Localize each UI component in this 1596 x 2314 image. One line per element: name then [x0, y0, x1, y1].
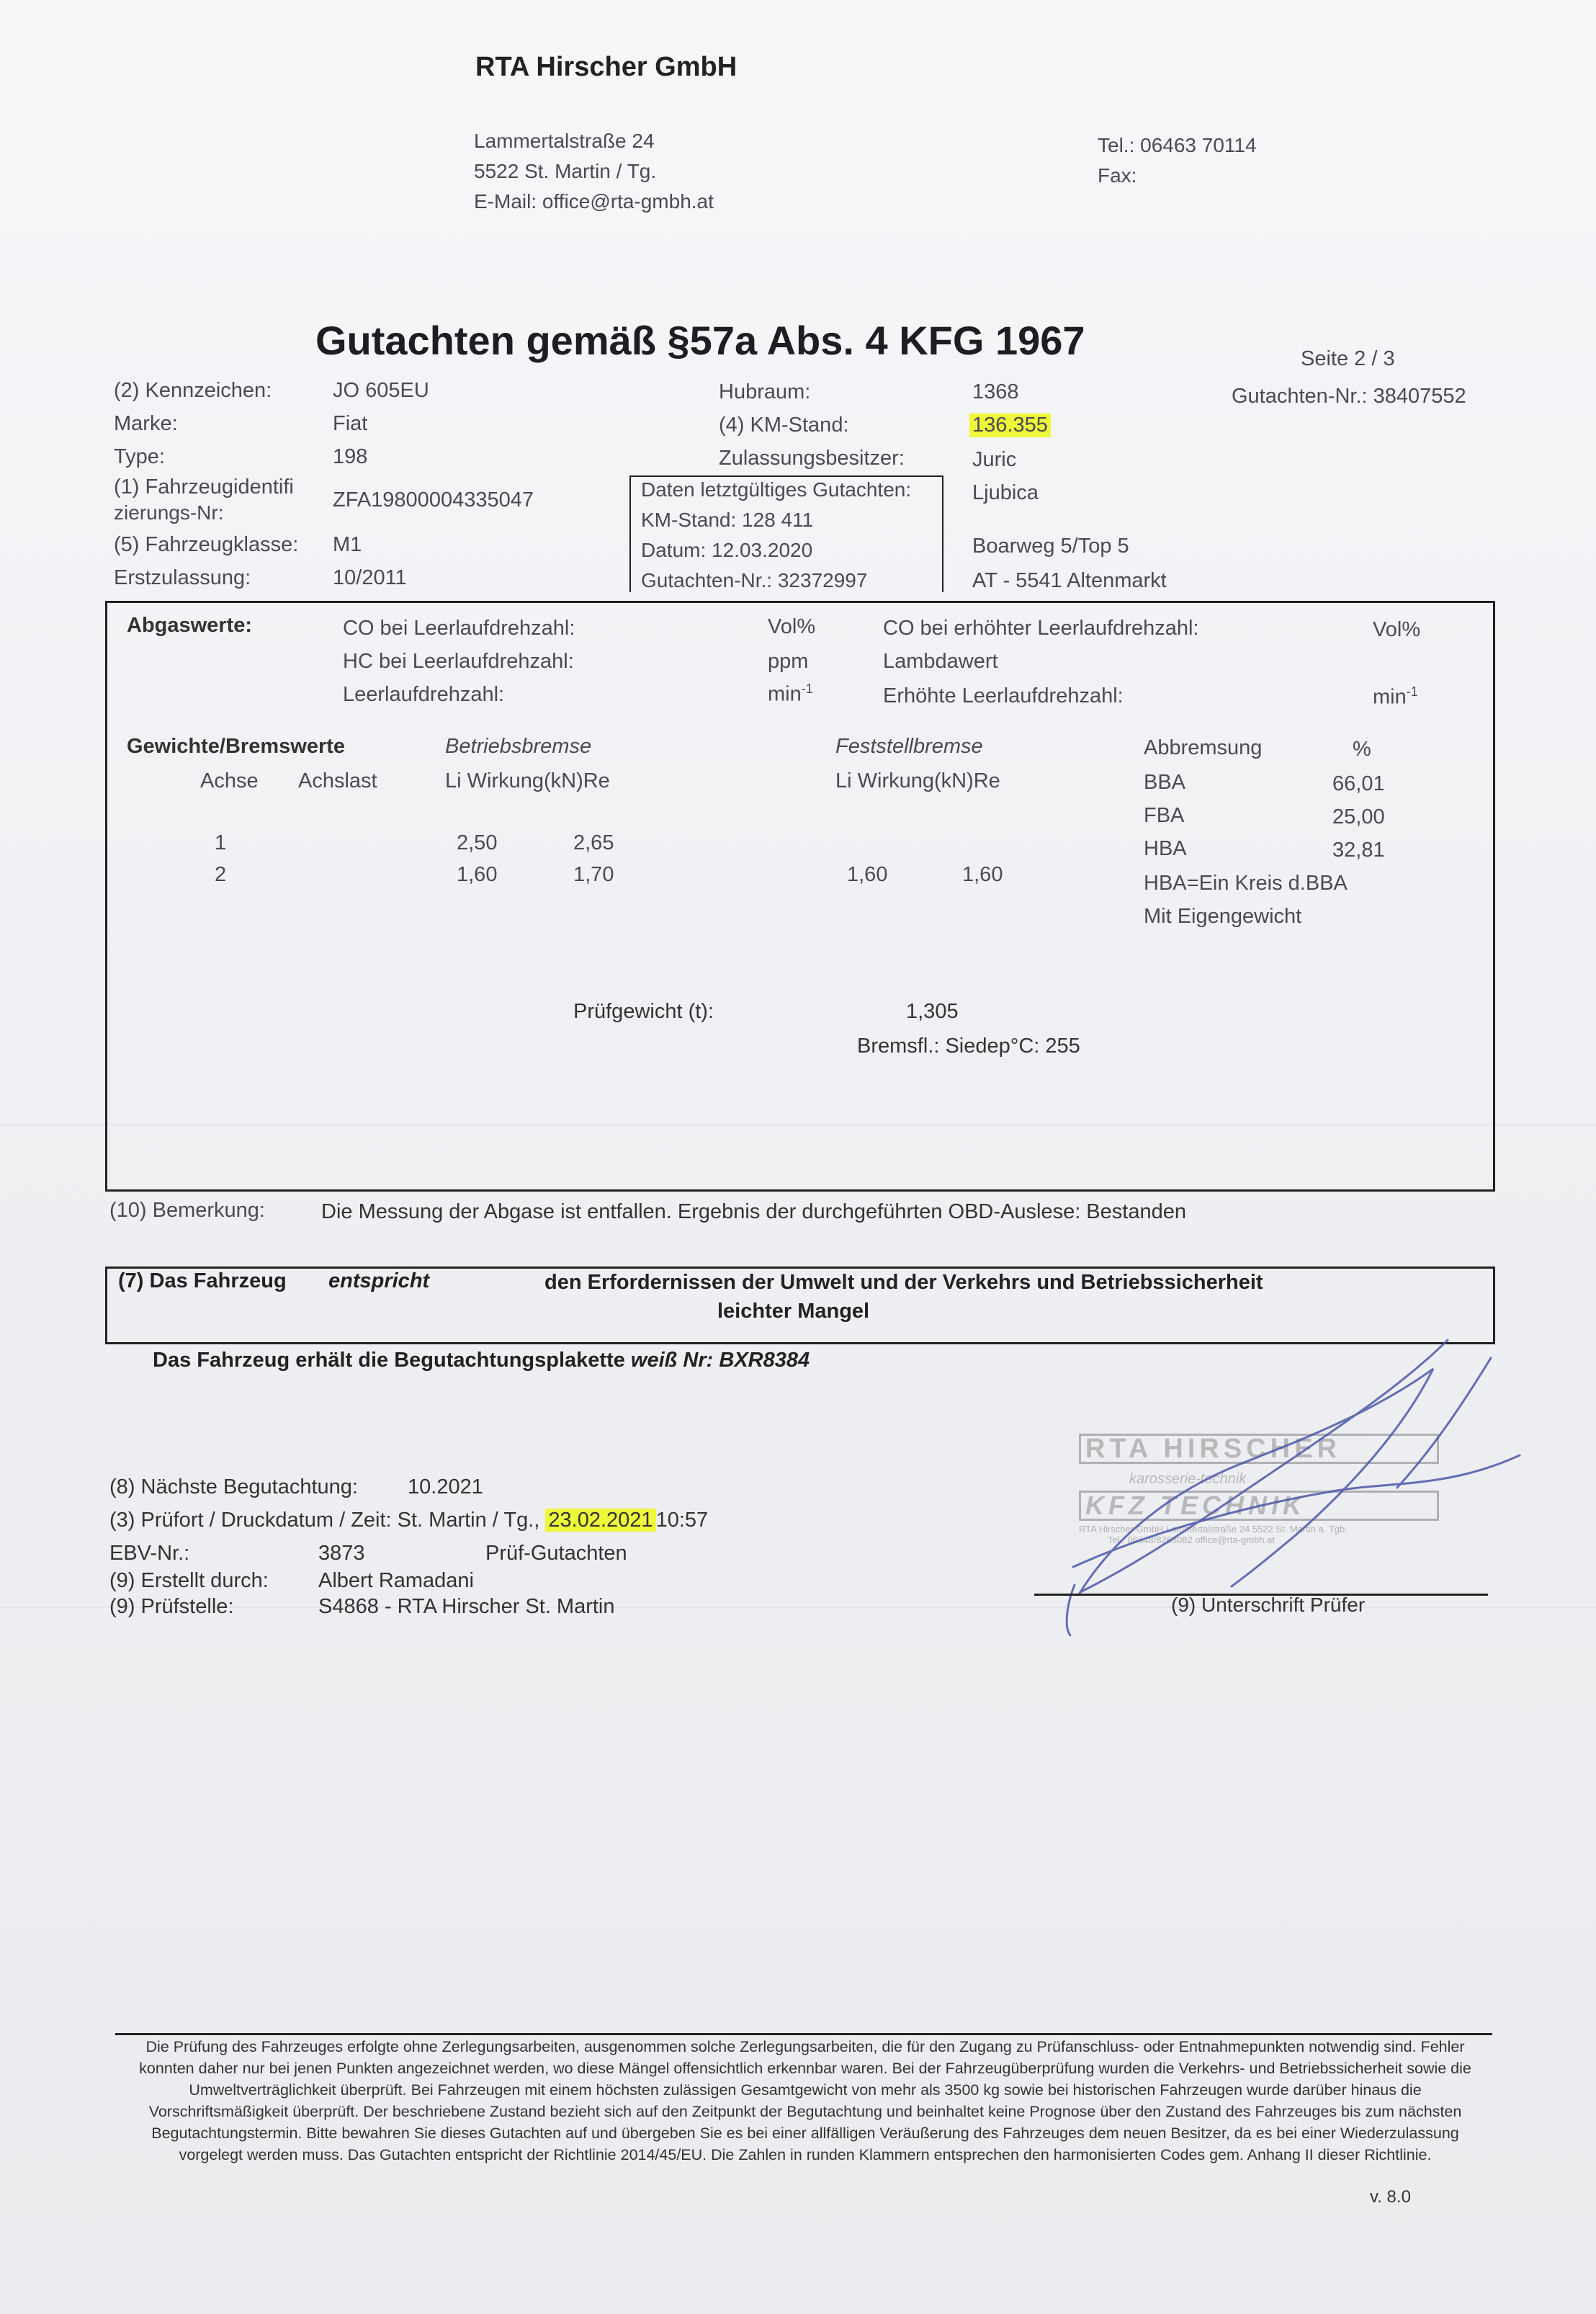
hubraum-label: Hubraum: [719, 380, 811, 403]
erhoeht-drehzahl-unit: $\min^{-1}$ [1373, 684, 1418, 709]
abgas-label: Abgaswerte: [127, 614, 253, 637]
kennzeichen-value: JO 605EU [333, 379, 429, 402]
axle-1-left: 2,50 [457, 831, 498, 854]
type-label: Type: [114, 445, 165, 468]
company-city: 5522 St. Martin / Tg. [474, 160, 657, 182]
result-defect-level: leichter Mangel [717, 1300, 870, 1323]
axle-1-number: 1 [215, 831, 227, 854]
company-fax: Fax: [1098, 164, 1137, 187]
document-title: Gutachten gemäß §57a Abs. 4 KFG 1967 [315, 318, 1085, 363]
form-version: v. 8.0 [1370, 2187, 1411, 2207]
brakes-section-label: Gewichte/Bremswerte [127, 735, 346, 758]
report-number: Gutachten-Nr.: 38407552 [1232, 385, 1466, 408]
disclaimer-rule [115, 2033, 1492, 2035]
fba-label: FBA [1144, 804, 1185, 827]
co-erhoeht-unit: Vol% [1373, 618, 1421, 641]
erstellt-value: Albert Ramadani [318, 1569, 474, 1592]
axle-2-right: 1,70 [573, 863, 614, 886]
ebv-label: EBV-Nr.: [109, 1542, 190, 1565]
km-stand-label: (4) KM-Stand: [719, 414, 849, 437]
axle-2-park-right: 1,60 [962, 863, 1003, 886]
bba-value: 66,01 [1332, 772, 1385, 795]
pruefgewicht-label: Prüfgewicht (t): [573, 1000, 714, 1023]
fin-value: ZFA19800004335047 [333, 488, 534, 512]
klasse-value: M1 [333, 533, 362, 556]
pruefgewicht-value: 1,305 [906, 1000, 959, 1023]
plakette-text: Das Fahrzeug erhält die Begutachtungsplakette weiß Nr: BXR8384 [153, 1349, 810, 1372]
abbremsung-header: Abbremsung [1144, 736, 1263, 759]
pruefstelle-value: S4868 - RTA Hirscher St. Martin [318, 1595, 615, 1618]
hba-note: HBA=Ein Kreis d.BBA [1144, 872, 1348, 895]
km-stand-value: 136.355 [969, 414, 1051, 437]
marke-label: Marke: [114, 412, 178, 435]
last-report-date: Datum: 12.03.2020 [641, 539, 813, 561]
pruefstelle-label: (9) Prüfstelle: [109, 1595, 234, 1618]
result-text: den Erfordernissen der Umwelt und der Verkehrs und Betriebssicherheit [544, 1271, 1263, 1294]
company-tel: Tel.: 06463 70114 [1098, 134, 1257, 156]
abbremsung-percent: % [1353, 738, 1371, 761]
pruef-gutachten-label: Prüf-Gutachten [485, 1542, 627, 1565]
marke-value: Fiat [333, 412, 368, 435]
hba-label: HBA [1144, 837, 1187, 860]
company-email: E-Mail: office@rta-gmbh.at [474, 190, 714, 213]
erstellt-label: (9) Erstellt durch: [109, 1569, 269, 1592]
inspection-time: 10:57 [655, 1509, 709, 1532]
company-name: RTA Hirscher GmbH [475, 52, 738, 82]
co-erhoeht-label: CO bei erhöhter Leerlaufdrehzahl: [883, 617, 1199, 640]
besitzer-name: Juric [972, 448, 1017, 471]
klasse-label: (5) Fahrzeugklasse: [114, 533, 299, 556]
bremsfluessigkeit-siedepunkt: Bremsfl.: Siedep°C: 255 [857, 1035, 1080, 1058]
pruefort-line: (3) Prüfort / Druckdatum / Zeit: St. Martin / Tg., 23.02.2021 10:57 [109, 1509, 709, 1532]
next-inspection-label: (8) Nächste Begutachtung: [109, 1475, 358, 1498]
erstzulassung-value: 10/2011 [333, 566, 407, 589]
signature-caption: (9) Unterschrift Prüfer [1171, 1594, 1366, 1616]
remark-text: Die Messung der Abgase ist entfallen. Ergebnis der durchgeführten OBD-Auslese: Bestanden [321, 1200, 1186, 1223]
company-street: Lammertalstraße 24 [474, 130, 655, 152]
fba-value: 25,00 [1332, 805, 1385, 828]
besitzer-label: Zulassungsbesitzer: [719, 447, 905, 470]
axle-2-number: 2 [215, 863, 227, 886]
feststellbremse-wirkung-header: Li Wirkung(kN)Re [835, 769, 1000, 792]
company-stamp: RTA HIRSCHER karosserie-technik KFZ TECHNIK RTA Hirscher GmbH Lammertalstraße 24 5522 St. Martin a. Tgb. Tel.: 06648/8268082 office@rta-gmbh.at [1079, 1434, 1439, 1585]
remark-label: (10) Bemerkung: [109, 1199, 265, 1222]
lambda-label: Lambdawert [883, 650, 998, 673]
result-verdict: entspricht [328, 1269, 430, 1292]
fin-label-line1: (1) Fahrzeugidentifi [114, 475, 294, 499]
betriebsbremse-header: Betriebsbremse [445, 735, 592, 758]
bba-label: BBA [1144, 771, 1186, 794]
fin-label-line2: zierungs-Nr: [114, 501, 224, 524]
next-inspection-value: 10.2021 [408, 1475, 483, 1498]
erstzulassung-label: Erstzulassung: [114, 566, 251, 589]
co-leerlauf-label: CO bei Leerlaufdrehzahl: [343, 617, 575, 640]
plakette-number: weiß Nr: BXR8384 [630, 1349, 810, 1372]
achse-header: Achse [200, 769, 259, 792]
eigengewicht-note: Mit Eigengewicht [1144, 905, 1302, 928]
inspection-date: 23.02.2021 [545, 1509, 655, 1532]
leerlauf-unit: $\min^{-1}$ [768, 682, 813, 706]
page-number: Seite 2 / 3 [1301, 347, 1395, 370]
besitzer-strasse: Boarweg 5/Top 5 [972, 535, 1129, 558]
last-report-number: Gutachten-Nr.: 32372997 [641, 569, 868, 591]
kennzeichen-label: (2) Kennzeichen: [114, 379, 272, 402]
disclaimer-text: Die Prüfung des Fahrzeuges erfolgte ohne Zerlegungsarbeiten, ausgenommen solche Zerlegungsarbeiten, die für den Zugang zu Prüfanschluss- oder Entnahmepunkten notwendig sind. Fehler konnten daher nur bei jenen Punkten angezeichnet werden, wo diese Mängel offensichtlich erkennbar waren. Bei der Fahrzeugüberprüfung wurden die Verkehrs- und Betriebssicherheit sowie die Umweltverträglichkeit überprüft. Bei Fahrzeugen mit einem höchsten zulässigen Gesamtgewicht von mehr als 3500 kg sowie bei historischen Fahrzeugen wurde darüber hinaus die Vorschriftsmäßigkeit überprüft. Der beschriebene Zustand bezieht sich auf den Zeitpunkt der Begutachtung und beinhaltet keine Prognose über den Zustand des Fahrzeuges bis zum nächsten Begutachtungstermin. Bitte bewahren Sie dieses Gutachten auf und übergeben Sie es bei einer allfälligen Veräußerung des Fahrzeuges dem neuen Besitzer, da es bei einer Wiederzulassung vorgelegt werden muss. Das Gutachten entspricht der Richtlinie 2014/45/EU. Die Zahlen in runden Klammern entsprechen den harmonisierten Codes gem. Anhang II dieser Richtlinie. [139, 2038, 1471, 2163]
type-value: 198 [333, 445, 368, 468]
co-leerlauf-unit: Vol% [768, 615, 816, 638]
result-label: (7) Das Fahrzeug [118, 1269, 287, 1292]
hba-value: 32,81 [1332, 839, 1385, 862]
last-report-title: Daten letztgültiges Gutachten: [641, 478, 912, 501]
axle-1-right: 2,65 [573, 831, 614, 854]
feststellbremse-header: Feststellbremse [835, 735, 983, 758]
achslast-header: Achslast [298, 769, 377, 792]
axle-2-park-left: 1,60 [847, 863, 888, 886]
hc-unit: ppm [768, 650, 809, 673]
last-report-km: KM-Stand: 128 411 [641, 509, 814, 531]
ebv-value: 3873 [318, 1542, 365, 1565]
betriebsbremse-wirkung-header: Li Wirkung(kN)Re [445, 769, 610, 792]
axle-2-left: 1,60 [457, 863, 498, 886]
besitzer-ort: AT - 5541 Altenmarkt [972, 569, 1167, 592]
hubraum-value: 1368 [972, 380, 1019, 403]
leerlaufdrehzahl-label: Leerlaufdrehzahl: [343, 683, 505, 706]
hc-leerlauf-label: HC bei Leerlaufdrehzahl: [343, 650, 574, 673]
besitzer-vorname: Ljubica [972, 481, 1039, 504]
erhoeht-drehzahl-label: Erhöhte Leerlaufdrehzahl: [883, 684, 1124, 707]
